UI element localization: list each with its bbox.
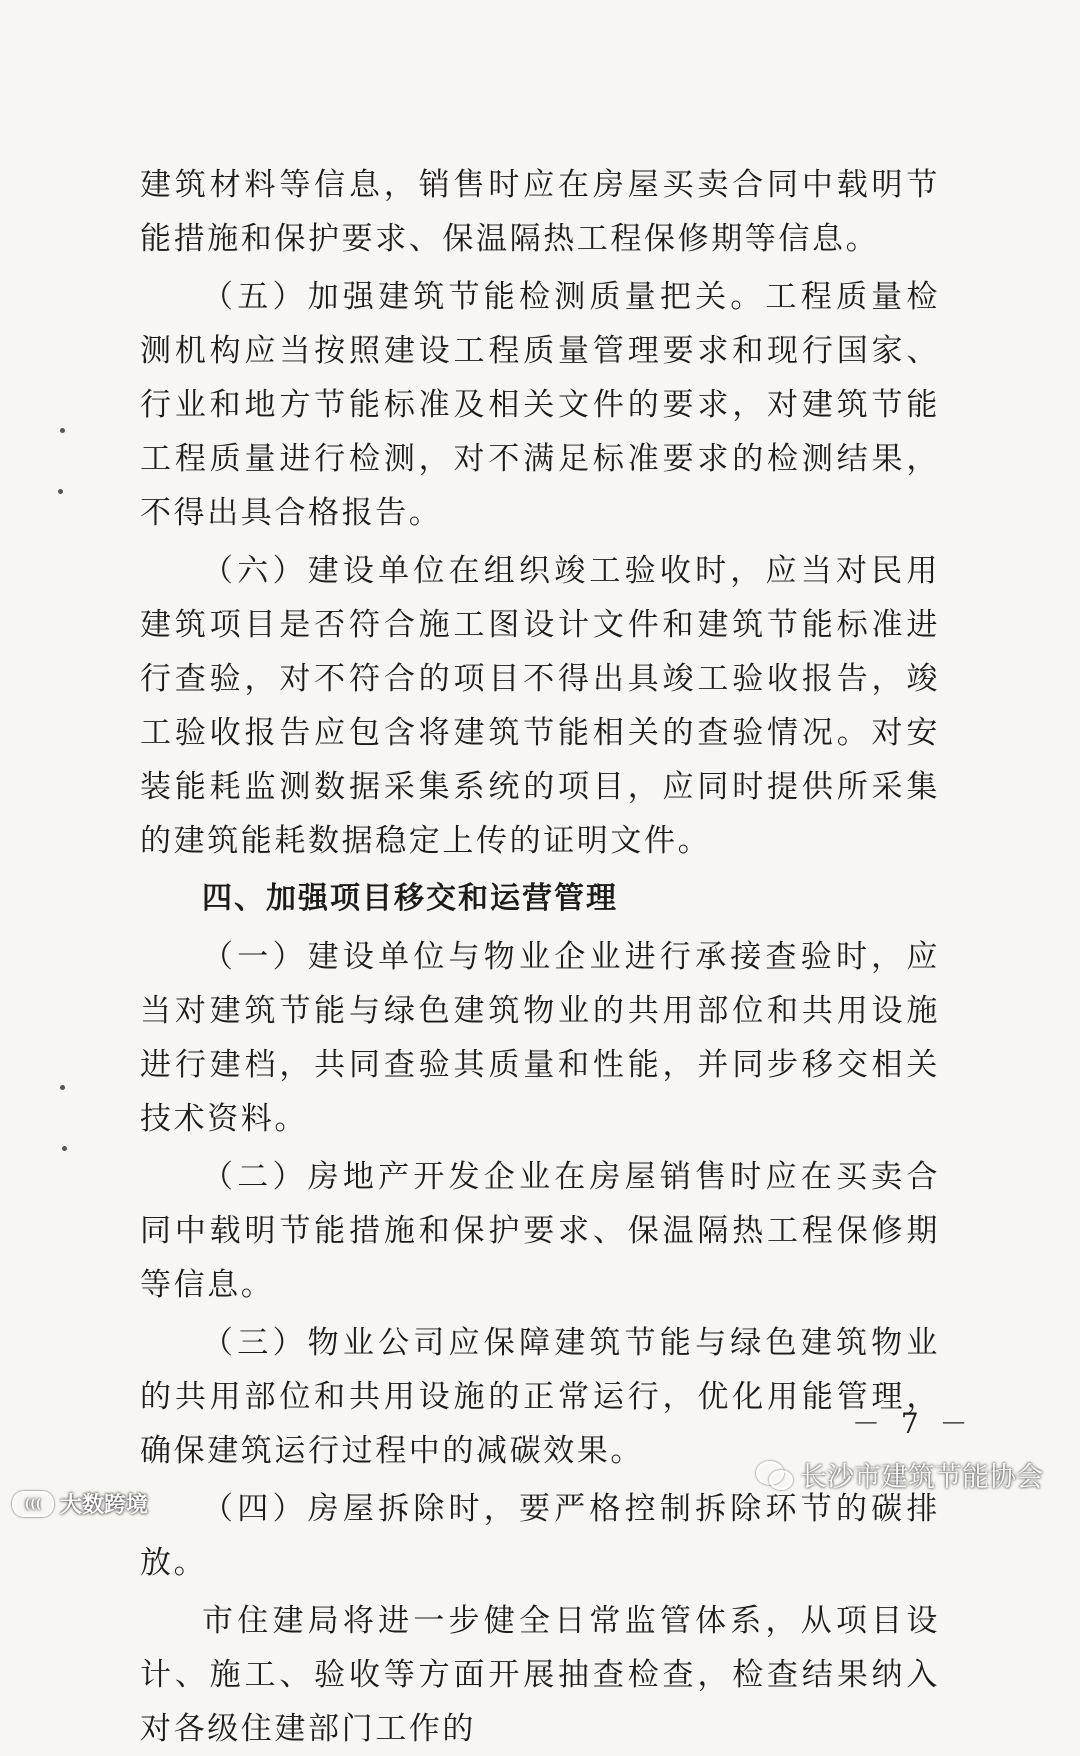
- paragraph-item-5: （五）加强建筑节能检测质量把关。工程质量检测机构应当按照建设工程质量管理要求和现行国家、行业和地方节能标准及相关文件的要求，对建筑节能工程质量进行检测，对不满足标准要求的检测结果，不得出具合格报告。: [140, 279, 940, 531]
- watermark-site-name: 大数跨境: [60, 1493, 149, 1518]
- paragraph-subitem-1: （一）建设单位与物业企业进行承接查验时，应当对建筑节能与绿色建筑物业的共用部位和共用设施进行建档，共同查验其质量和性能，并同步移交相关技术资料。: [140, 939, 940, 1137]
- document-body: [140, 158, 940, 1756]
- paragraph-subitem-2: （二）房地产开发企业在房屋销售时应在买卖合同中载明节能措施和保护要求、保温隔热工程保修期等信息。: [140, 1159, 940, 1303]
- paragraph-subitem-3: （三）物业公司应保障建筑节能与绿色建筑物业的共用部位和共用设施的正常运行，优化用能管理，确保建筑运行过程中的减碳效果。: [140, 1325, 940, 1469]
- page-number: － 7 －: [852, 1407, 974, 1440]
- watermark-account-name: 长沙市建筑节能协会: [800, 1462, 1043, 1493]
- wechat-watermark: [756, 1455, 1043, 1494]
- section-heading-4: 四、加强项目移交和运营管理: [202, 881, 618, 916]
- scan-mark: [60, 428, 65, 433]
- paragraph-item-6: （六）建设单位在组织竣工验收时，应当对民用建筑项目是否符合施工图设计文件和建筑节能标准进行查验，对不符合的项目不得出具竣工验收报告，竣工验收报告应包含将建筑节能相关的查验情况。对安装能耗监测数据采集系统的项目，应同时提供所采集的建筑能耗数据稳定上传的证明文件。: [140, 553, 940, 859]
- wechat-icon: [756, 1461, 792, 1489]
- scan-mark: [58, 489, 63, 494]
- brand-logo-icon: (((: [12, 1491, 54, 1517]
- scan-mark: [62, 1146, 67, 1151]
- scan-mark: [60, 1085, 65, 1090]
- site-watermark: [12, 1488, 148, 1519]
- paragraph-subitem-4: （四）房屋拆除时，要严格控制拆除环节的碳排放。: [140, 1491, 940, 1581]
- paragraph-continued: 建筑材料等信息，销售时应在房屋买卖合同中载明节能措施和保护要求、保温隔热工程保修期等信息。: [140, 167, 940, 257]
- paragraph-closing: 市住建局将进一步健全日常监管体系，从项目设计、施工、验收等方面开展抽查检查，检查结果纳入对各级住建部门工作的: [140, 1603, 940, 1747]
